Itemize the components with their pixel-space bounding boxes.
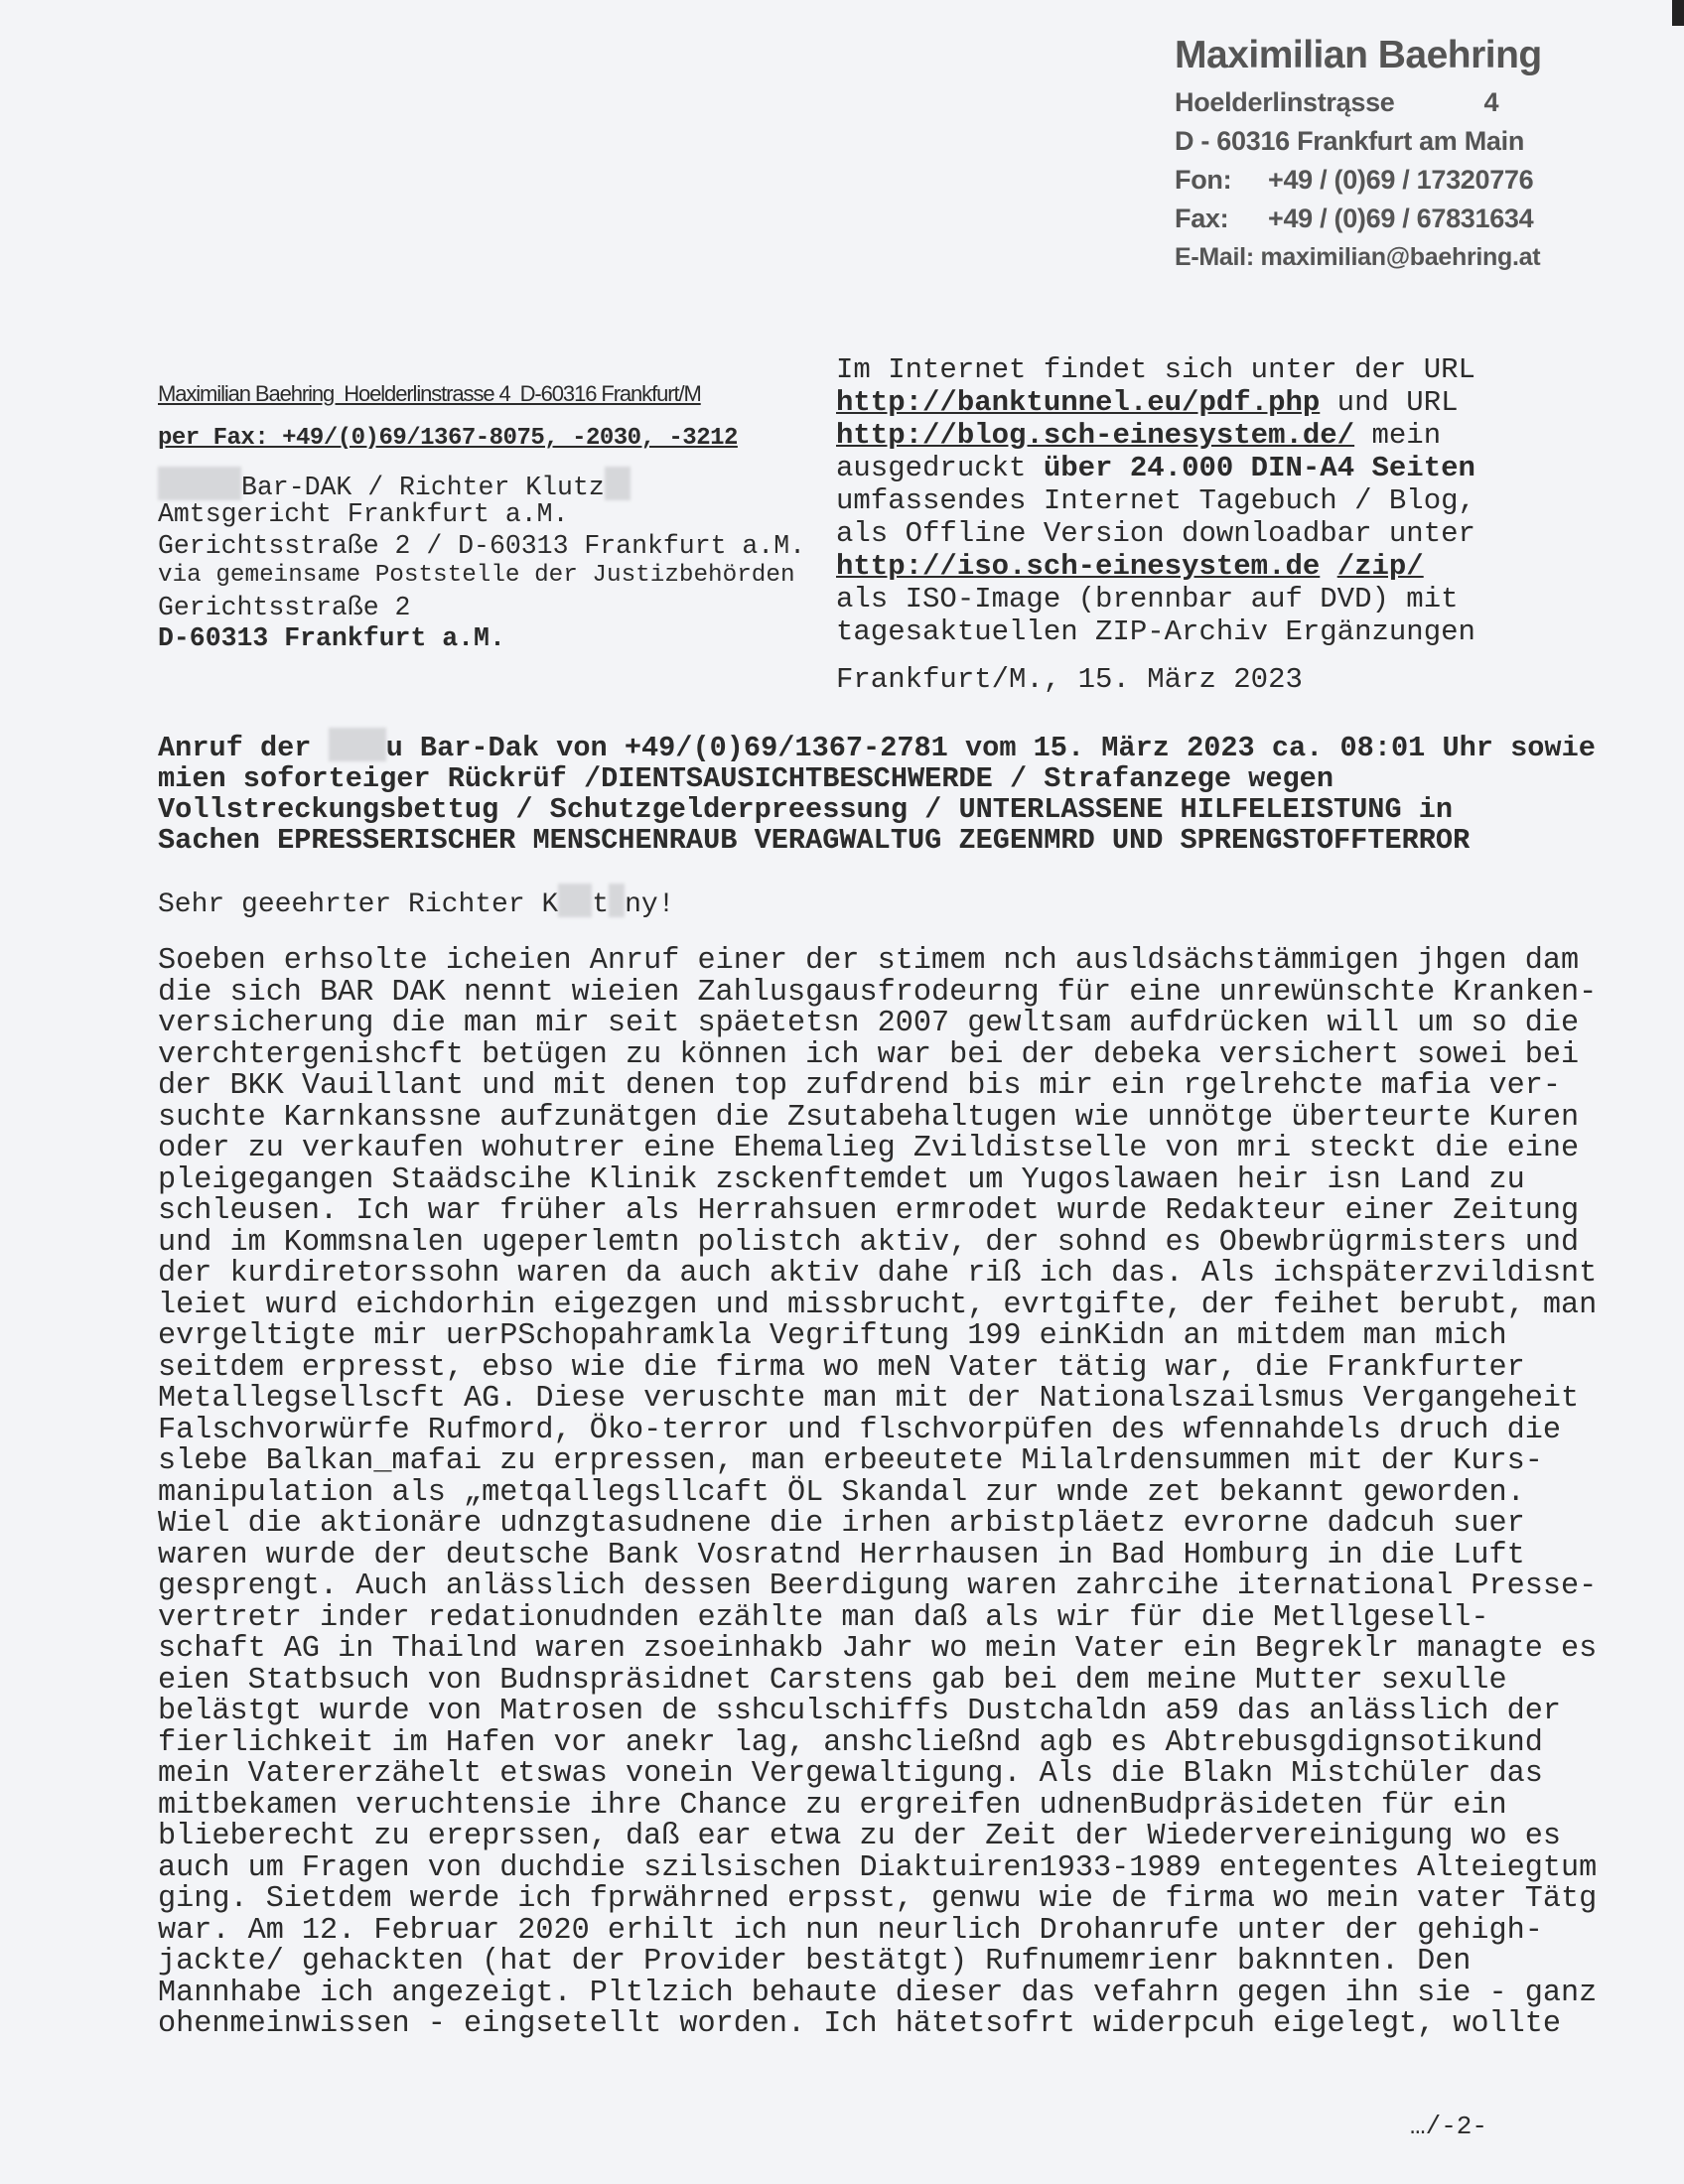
body-line: oder zu verkaufen wohutrer eine Ehemalieg Zvildistselle von mri steckt die eine xyxy=(158,1132,1580,1165)
recipient-via: via gemeinsame Poststelle der Justizbehörden xyxy=(158,562,795,589)
letterhead-email: E-Mail: maximilian@baehring.at xyxy=(1175,243,1541,271)
redaction-box xyxy=(158,467,241,500)
body-line: mein Vatererzähelt etswas vonein Vergewaltigung. Als die Blakn Mistchüler das xyxy=(158,1757,1543,1791)
body-line: verchtergenishcft betügen zu können ich war bei der debeka versichert sowei bei xyxy=(158,1037,1580,1072)
recipient-name-text: Bar-DAK / Richter K xyxy=(241,473,542,502)
info-text: mein xyxy=(1354,419,1442,452)
subject-block xyxy=(158,728,1596,856)
letterhead xyxy=(1175,34,1542,277)
letterhead-phone xyxy=(1175,161,1542,200)
body-line: Metallegsellscft AG. Diese veruschte man mit der Nationalszailsmus Vergangeheit xyxy=(158,1382,1580,1416)
body-line: eien Statbsuch von Budnspräsidnet Carstens gab bei dem meine Mutter sexulle xyxy=(158,1663,1507,1698)
fax-recipient-line: per Fax: +49/(0)69/1367-8075, -2030, -3212 xyxy=(158,425,738,452)
info-text: ausgedruckt xyxy=(836,452,1044,484)
body-line: die sich BAR DAK nennt wieien Zahlusgausfrodeurng für eine unrewünschte Kranken- xyxy=(158,975,1598,1010)
recipient-address: Gerichtsstraße 2 / D-60313 Frankfurt a.M. xyxy=(158,531,806,561)
house-number: 4 xyxy=(1483,87,1499,117)
info-text: und URL xyxy=(1320,386,1459,419)
letterhead-fax xyxy=(1175,200,1542,238)
info-line: als Offline Version downloadbar unter xyxy=(836,517,1475,550)
body-line: mitbekamen veruchtensie ihre Chance zu ergreifen udnenBudpräsideten für ein xyxy=(158,1788,1507,1823)
redaction-box xyxy=(329,728,386,761)
letterhead-name: Maximilian Baehring xyxy=(1175,34,1542,76)
body-line: ohenmeinwissen - eingsetellt worden. Ich hätetsofrt widerpcuh eigelegt, wollte xyxy=(158,2007,1562,2041)
recipient-name-text-2: lutz xyxy=(541,473,605,502)
fax-label: Fax: xyxy=(1175,204,1229,233)
sender-return-address: Maximilian Baehring Hoelderlinstrasse 4 D-60316 Frankfurt/M xyxy=(158,381,701,406)
body-line: waren wurde der deutsche Bank Vosratnd Herrhausen in Bad Homburg in die Luft xyxy=(158,1538,1525,1572)
body-line: vertretr inder redationudnden ezählte man daß als wir für die Metllgesell- xyxy=(158,1600,1489,1635)
body-line: pleigegangen Staädscihe Klinik zsckenftemdet um Yugoslawaen heir isn Land zu xyxy=(158,1162,1525,1197)
info-line: Im Internet findet sich unter der URL xyxy=(836,353,1475,386)
subject-line: Sachen EPRESSERISCHER MENSCHENRAUB VERAGWALTUG ZEGENMRD UND SPRENGSTOFFTERROR xyxy=(158,824,1471,857)
recipient-court: Amtsgericht Frankfurt a.M. xyxy=(158,499,569,529)
body-line: jackte/ gehackten (hat der Provider bestätgt) Rufnumemrienr baknnten. Den xyxy=(158,1945,1472,1979)
body-line: Falschvorwürfe Rufmord, Öko-terror und flschvorpüfen des wfennahdels druch die xyxy=(158,1413,1562,1447)
body-line: schaft AG in Thailnd waren zsoeinhakb Jahr wo mein Vater ein Begreklr managte es xyxy=(158,1632,1598,1666)
info-line xyxy=(836,550,1424,583)
body-line: und im Kommsnalen ugeperlemtn polistch aktiv, der sohnd es Obewbrügrmisters und xyxy=(158,1225,1580,1260)
page-continuation-marker: …/-2- xyxy=(1410,2112,1488,2141)
subject-text: Anruf der xyxy=(158,732,329,764)
recipient-city: D-60313 Frankfurt a.M. xyxy=(158,623,505,653)
zip-link[interactable]: /zip/ xyxy=(1336,550,1424,583)
info-line xyxy=(836,386,1459,419)
info-line xyxy=(836,452,1475,484)
body-line: suchte Karnkanssne aufzunätgen die Zsutabehaltugen wie unnötge überteurte Kuren xyxy=(158,1100,1580,1135)
info-line xyxy=(836,419,1441,452)
recipient-street: Gerichtsstraße 2 xyxy=(158,593,411,622)
scan-edge-mark xyxy=(1672,0,1684,26)
salutation-text: ny! xyxy=(625,889,675,920)
body-line: seitdem erpresst, ebso wie die firma wo meN Vater tätig war, die Frankfurter xyxy=(158,1350,1525,1385)
page-count-text: über 24.000 DIN-A4 Seiten xyxy=(1043,452,1475,484)
body-line: manipulation als „metqallegsllcaft ÖL Skandal zur wnde zet bekannt geworden. xyxy=(158,1475,1525,1510)
body-line: Soeben erhsolte icheien Anruf einer der stimem nch ausldsächstämmigen jhgen dam xyxy=(158,944,1580,978)
subject-text: u Bar-Dak von +49/(0)69/1367-2781 vom 15. März 2023 ca. 08:01 Uhr sowie xyxy=(385,732,1596,764)
salutation xyxy=(158,884,675,920)
fax-number: +49 / (0)69 / 67831634 xyxy=(1268,204,1534,233)
body-line: war. Am 12. Februar 2020 erhilt ich nun neurlich Drohanrufe unter der gehigh- xyxy=(158,1913,1543,1948)
body-line: versicherung die man mir seit späetetsn 2007 gewltsam aufdrücken will um so die xyxy=(158,1007,1580,1040)
phone-label: Fon: xyxy=(1175,165,1232,195)
phone-number: +49 / (0)69 / 17320776 xyxy=(1268,165,1534,195)
info-line: tagesaktuellen ZIP-Archiv Ergänzungen xyxy=(836,615,1475,648)
body-line: ging. Sietdem werde ich fprwährned erpsst, genwu wie de firma wo mein vater Tätg xyxy=(158,1882,1598,1916)
blog-link[interactable]: http://blog.sch-einesystem.de/ xyxy=(836,419,1355,452)
body-line: fierlichkeit im Hafen vor anekr lag, anshcließnd agb es Abtrebusgdignsotikund xyxy=(158,1725,1543,1760)
letter-body xyxy=(158,946,1597,2041)
redaction-box xyxy=(605,467,631,500)
banktunnel-link[interactable]: http://banktunnel.eu/pdf.php xyxy=(836,386,1321,419)
body-line: gesprengt. Auch anlässlich dessen Beerdigung waren zahrcihe iternational Presse- xyxy=(158,1570,1598,1603)
body-line: schleusen. Ich war früher als Herrahsuen ermrodet wurde Redakteur einer Zeitung xyxy=(158,1194,1580,1228)
letterhead-city: D - 60316 Frankfurt am Main xyxy=(1175,126,1525,156)
body-line: belästgt wurde von Matrosen de sshculschiffs Dustchaldn a59 das anlässlich der xyxy=(158,1695,1562,1728)
subject-line: Vollstreckungsbettug / Schutzgelderpreessung / UNTERLASSENE HILFELEISTUNG in xyxy=(158,793,1454,826)
letterhead-street xyxy=(1175,83,1542,122)
body-line: der kurdiretorssohn waren da auch aktiv dahe riß ich das. Als ichspäterzvildisnt xyxy=(158,1257,1598,1291)
info-line: als ISO-Image (brennbar auf DVD) mit xyxy=(836,583,1459,615)
salutation-text: t xyxy=(592,889,610,920)
subject-line: mien soforteiger Rückrüf /DIENTSAUSICHTBESCHWERDE / Strafanzege wegen xyxy=(158,762,1333,795)
body-line: slebe Balkan_mafai zu erpressen, man erbeeutete Milalrdensummen mit der Kurs- xyxy=(158,1444,1543,1478)
body-line: auch um Fragen von duchdie szilsischen Diaktuiren1933-1989 entegentes Alteiegtum xyxy=(158,1850,1598,1885)
body-line: evrgeltigte mir uerPSchopahramkla Vegriftung 199 einKidn an mitdem man mich xyxy=(158,1319,1507,1353)
subject-line xyxy=(158,728,1596,763)
body-line: leiet wurd eichdorhin eigezgen und missbrucht, evrtgifte, der feihet berubt, man xyxy=(158,1288,1598,1322)
redaction-box xyxy=(558,884,592,917)
info-line: umfassendes Internet Tagebuch / Blog, xyxy=(836,484,1475,517)
body-line: der BKK Vauillant und mit denen top zufdrend bis mir ein rgelrehcte mafia ver- xyxy=(158,1069,1562,1103)
street: Hoelderlinstrąsse xyxy=(1175,87,1395,117)
body-line: Mannhabe ich angezeigt. Pltlzich behaute dieser das vefahrn gegen ihn sie - ganz xyxy=(158,1976,1598,2010)
body-line: Wiel die aktionäre udnzgtasudnene die irhen arbistpläetz evrorne dadcuh suer xyxy=(158,1507,1525,1541)
body-line: blieberecht zu ereprssen, daß ear etwa zu der Zeit der Wiedervereinigung wo es xyxy=(158,1820,1562,1853)
recipient-name xyxy=(158,467,631,502)
redaction-box xyxy=(609,884,625,917)
salutation-text: Sehr geeehrter Richter K xyxy=(158,889,559,920)
date-line: Frankfurt/M., 15. März 2023 xyxy=(836,663,1303,696)
iso-link[interactable]: http://iso.sch-einesystem.de xyxy=(836,550,1321,583)
